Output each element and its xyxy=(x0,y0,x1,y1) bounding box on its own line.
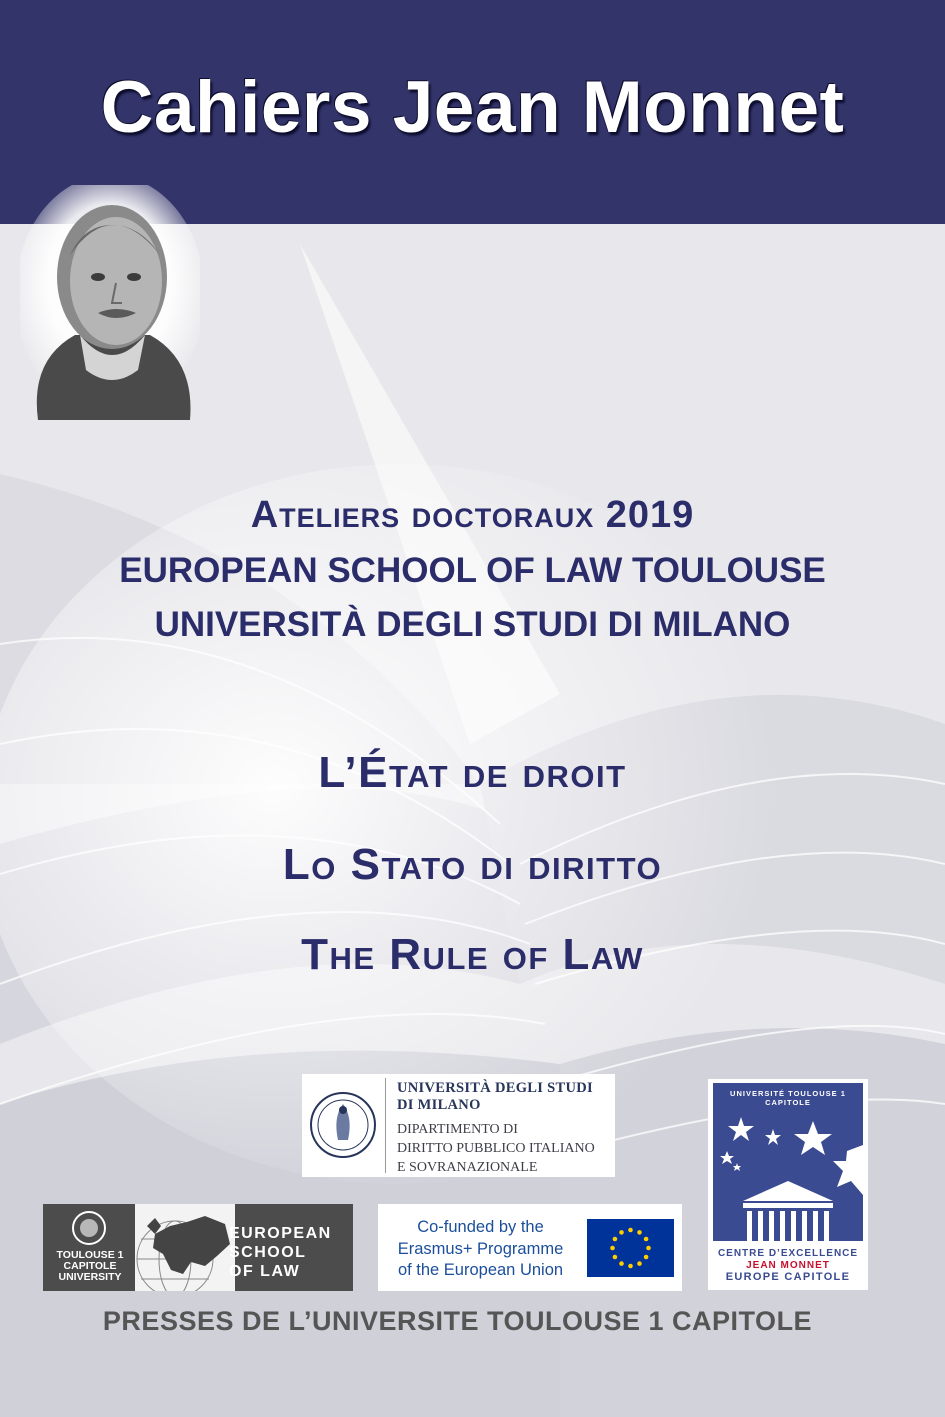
eu-star-icon xyxy=(613,1237,618,1242)
eu-star-icon xyxy=(644,1255,649,1260)
eu-star-icon xyxy=(619,1261,624,1266)
series-title: Cahiers Jean Monnet xyxy=(100,67,845,148)
milano-divider xyxy=(385,1078,386,1173)
title-french: L’État de droit xyxy=(318,748,627,797)
europe-map-icon xyxy=(135,1204,235,1291)
title-italian: Lo Stato di diritto xyxy=(282,840,663,889)
subtitle-line1: Ateliers doctoraux 2019 xyxy=(250,494,695,536)
eu-star-icon xyxy=(646,1246,651,1251)
eu-star-icon xyxy=(637,1230,642,1235)
jean-monnet-centre-logo xyxy=(708,1079,868,1290)
tls-band-line1: CENTRE D’EXCELLENCE xyxy=(717,1248,859,1259)
jean-monnet-portrait xyxy=(20,185,200,420)
eu-star-icon xyxy=(644,1237,649,1242)
eu-star-icon xyxy=(637,1261,642,1266)
european-school-of-law-logo xyxy=(43,1204,353,1291)
eu-star-icon xyxy=(619,1230,624,1235)
capitole-building-icon xyxy=(713,1105,863,1245)
milano-name: UNIVERSITÀ DEGLI STUDI DI MILANO xyxy=(397,1080,593,1113)
milano-department: DIPARTIMENTO DI DIRITTO PUBBLICO ITALIANO E SOVRANAZIONALE xyxy=(397,1122,595,1175)
tls-university-name: UNIVERSITÉ TOULOUSE 1 CAPITOLE xyxy=(730,1089,846,1107)
milano-university-logo xyxy=(302,1074,615,1177)
toulouse-emblem-icon xyxy=(49,1208,129,1248)
subtitle-line3: UNIVERSITÀ DEGLI STUDI DI MILANO xyxy=(154,605,791,644)
tls-band xyxy=(713,1241,863,1286)
esl-wordmark: EUROPEAN SCHOOL OF LAW xyxy=(229,1225,332,1280)
erasmus-text: Co-funded by the Erasmus+ Programme of the European Union xyxy=(397,1218,564,1279)
milano-seal-icon xyxy=(308,1082,378,1168)
eu-star-icon xyxy=(628,1228,633,1233)
eu-star-icon xyxy=(610,1246,615,1251)
publisher-footer: PRESSES DE L’UNIVERSITE TOULOUSE 1 CAPITOLE xyxy=(102,1306,813,1336)
eu-star-icon xyxy=(613,1255,618,1260)
eu-flag-icon xyxy=(587,1219,674,1277)
eu-star-icon xyxy=(628,1264,633,1269)
tls-band-line2: JEAN MONNET xyxy=(746,1260,830,1271)
subtitle-line2: EUROPEAN SCHOOL OF LAW TOULOUSE xyxy=(119,551,826,590)
toulouse-capitole-university-text: TOULOUSE 1 CAPITOLE UNIVERSITY xyxy=(56,1249,124,1283)
erasmus-cofunded-logo xyxy=(378,1204,682,1291)
tls-band-line3: EUROPE CAPITOLE xyxy=(725,1271,851,1283)
title-english: The Rule of Law xyxy=(301,930,644,979)
jean-monnet-centre-panel xyxy=(713,1083,863,1286)
